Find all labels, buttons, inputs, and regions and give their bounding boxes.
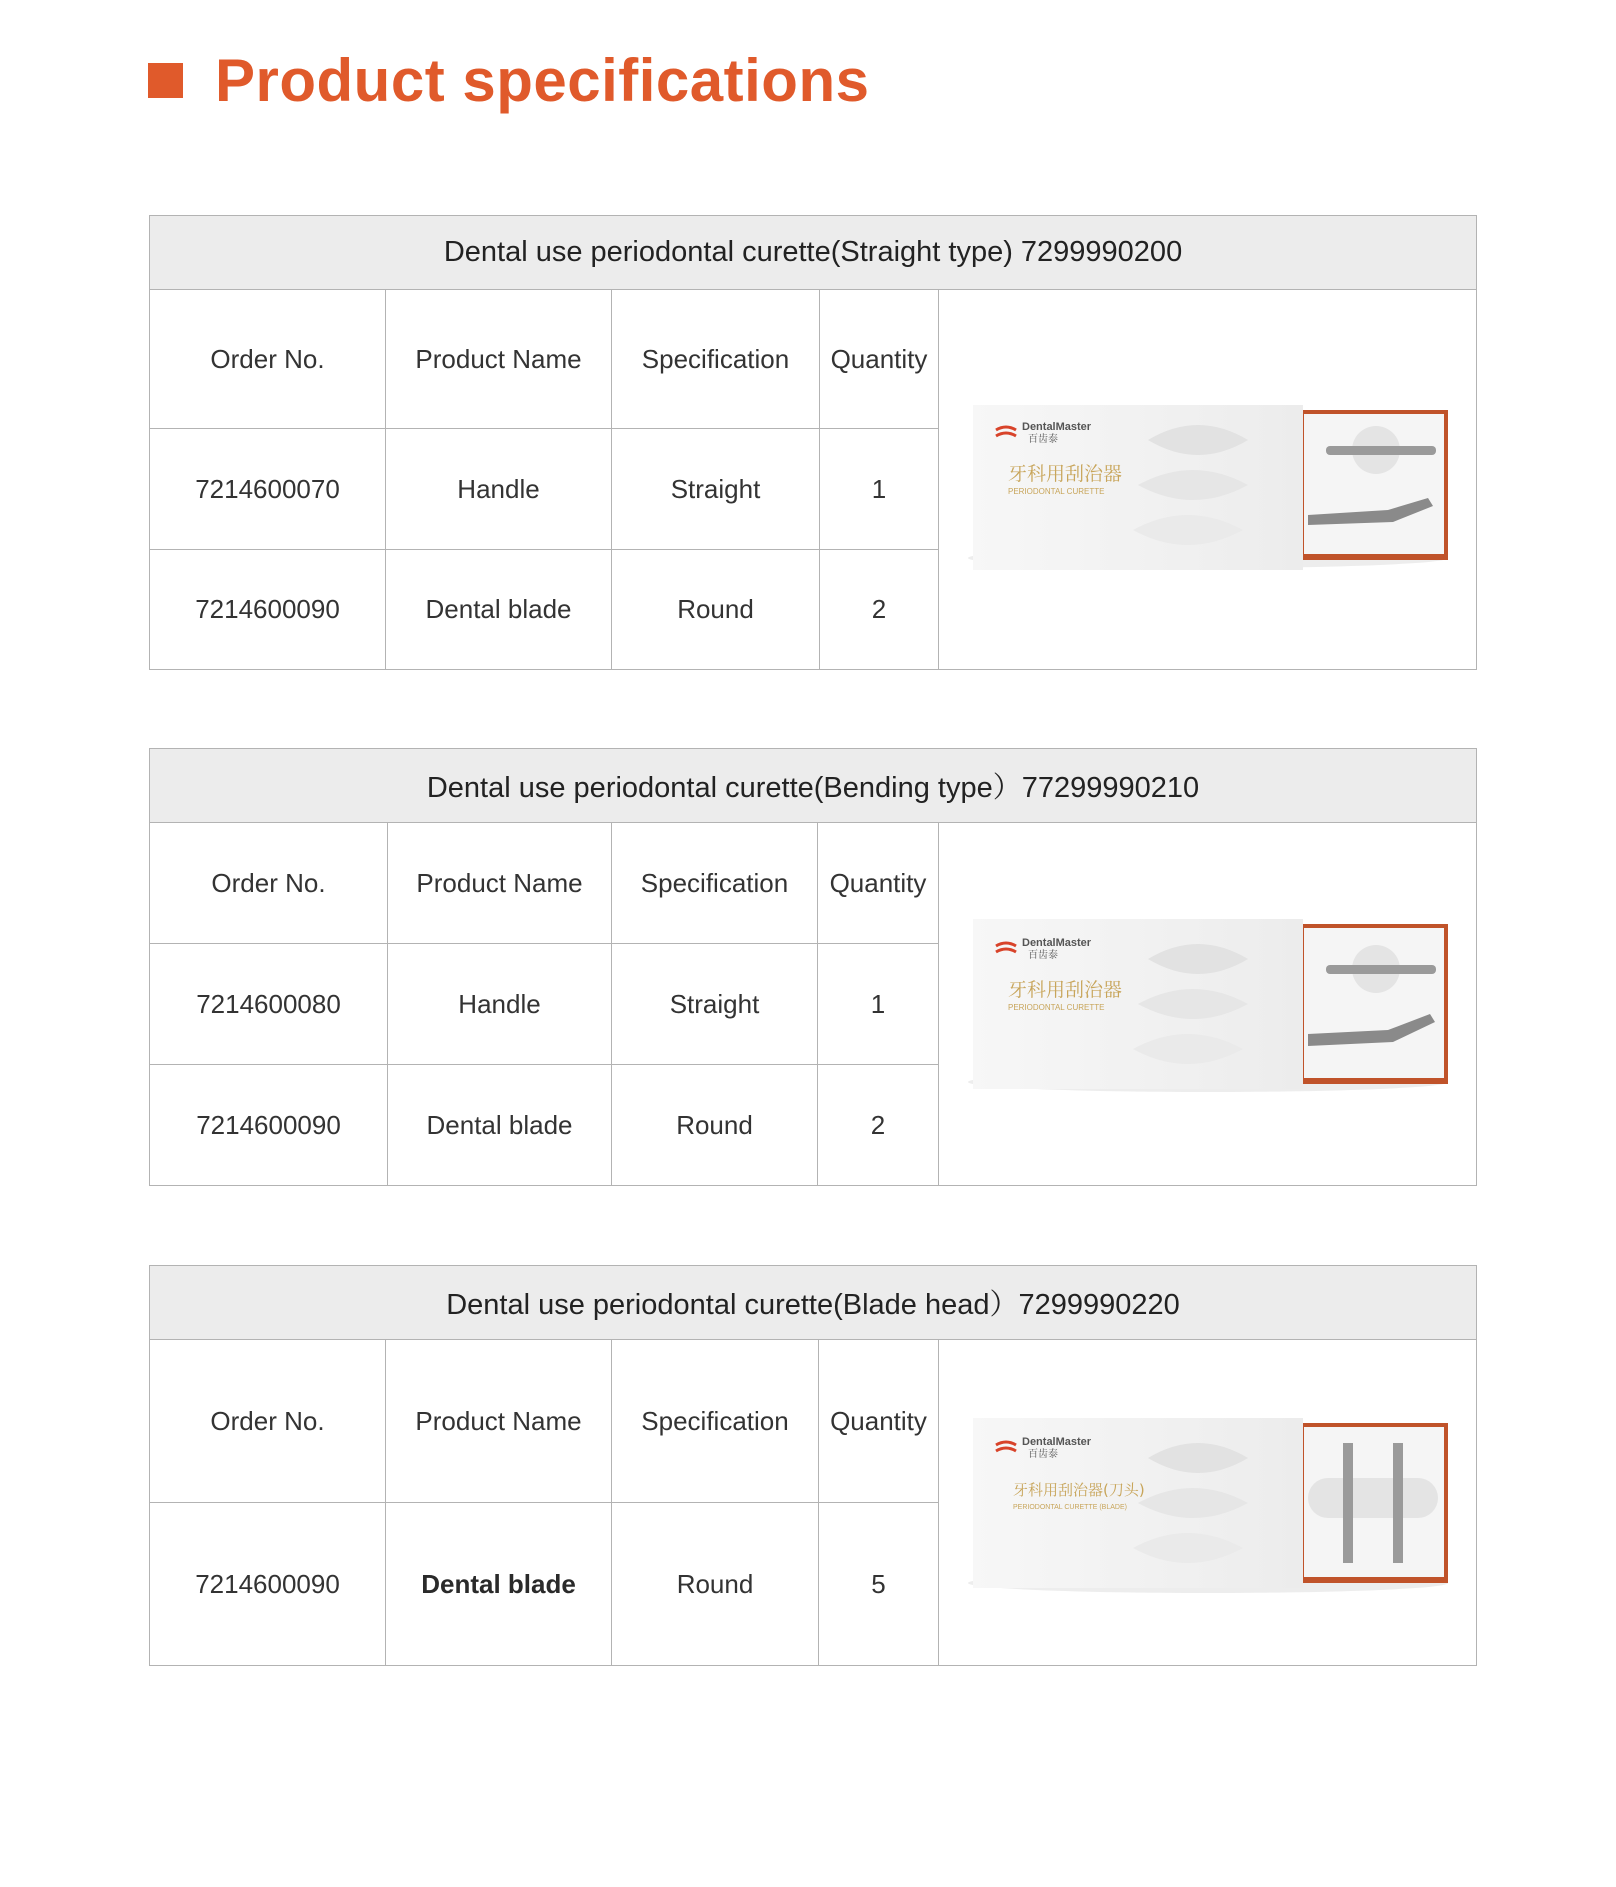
box-name-cn: 牙科用刮治器 bbox=[1007, 979, 1122, 1001]
table-header-row bbox=[150, 823, 1477, 944]
cell-order-no: 7214600090 bbox=[150, 1065, 388, 1186]
product-photo bbox=[939, 1340, 1477, 1666]
box-name-en: PERIODONTAL CURETTE bbox=[1007, 486, 1104, 496]
box-name-cn: 牙科用刮治器 bbox=[1007, 462, 1122, 485]
col-specification: Specification bbox=[612, 290, 820, 429]
box-brand: DentalMaster bbox=[1021, 420, 1091, 433]
cell-order-no: 7214600090 bbox=[150, 550, 386, 670]
page-heading bbox=[148, 46, 869, 115]
cell-specification: Straight bbox=[612, 944, 818, 1065]
product-photo bbox=[939, 290, 1477, 670]
table-header-row bbox=[150, 1340, 1477, 1503]
cell-product-name: Handle bbox=[388, 944, 612, 1065]
col-product-name: Product Name bbox=[386, 290, 612, 429]
product-box-image bbox=[948, 380, 1468, 580]
col-specification: Specification bbox=[612, 1340, 819, 1503]
box-brand: DentalMaster bbox=[1021, 937, 1091, 949]
spec-table-bending bbox=[149, 748, 1477, 1186]
cell-specification: Round bbox=[612, 1065, 818, 1186]
box-name-en: PERIODONTAL CURETTE (BLADE) bbox=[1012, 1503, 1127, 1511]
cell-quantity: 2 bbox=[820, 550, 939, 670]
table-title: Dental use periodontal curette(Bending type）77299990210 bbox=[150, 749, 1477, 823]
cell-specification: Round bbox=[612, 550, 820, 670]
product-box-image bbox=[948, 904, 1468, 1104]
box-brand-cn: 百齿泰 bbox=[1027, 1448, 1058, 1460]
page-title: Product specifications bbox=[215, 47, 870, 114]
table-header-row bbox=[150, 290, 1477, 429]
heading-square-icon bbox=[148, 63, 183, 98]
col-order-no: Order No. bbox=[150, 290, 386, 429]
product-photo bbox=[939, 823, 1477, 1186]
cell-product-name: Handle bbox=[386, 429, 612, 550]
cell-product-name: Dental blade bbox=[386, 1503, 612, 1666]
cell-specification: Straight bbox=[612, 429, 820, 550]
col-order-no: Order No. bbox=[150, 823, 388, 944]
box-name-cn: 牙科用刮治器(刀头) bbox=[1012, 1480, 1145, 1499]
col-quantity: Quantity bbox=[820, 290, 939, 429]
cell-specification: Round bbox=[612, 1503, 819, 1666]
cell-quantity: 2 bbox=[818, 1065, 939, 1186]
col-quantity: Quantity bbox=[819, 1340, 939, 1503]
box-brand: DentalMaster bbox=[1021, 1435, 1091, 1448]
cell-order-no: 7214600080 bbox=[150, 944, 388, 1065]
col-product-name: Product Name bbox=[388, 823, 612, 944]
col-specification: Specification bbox=[612, 823, 818, 944]
cell-product-name: Dental blade bbox=[388, 1065, 612, 1186]
col-order-no: Order No. bbox=[150, 1340, 386, 1503]
table-title: Dental use periodontal curette(Straight type) 7299990200 bbox=[150, 216, 1477, 290]
cell-order-no: 7214600090 bbox=[150, 1503, 386, 1666]
box-name-en: PERIODONTAL CURETTE bbox=[1007, 1003, 1104, 1012]
cell-quantity: 1 bbox=[820, 429, 939, 550]
box-brand-cn: 百齿泰 bbox=[1027, 950, 1058, 961]
cell-product-name: Dental blade bbox=[386, 550, 612, 670]
product-box-image bbox=[948, 1398, 1468, 1608]
cell-quantity: 1 bbox=[818, 944, 939, 1065]
box-brand-cn: 百齿泰 bbox=[1027, 433, 1058, 445]
col-product-name: Product Name bbox=[386, 1340, 612, 1503]
spec-table-blade-head bbox=[149, 1265, 1477, 1666]
cell-quantity: 5 bbox=[819, 1503, 939, 1666]
spec-table-straight bbox=[149, 215, 1477, 670]
col-quantity: Quantity bbox=[818, 823, 939, 944]
cell-order-no: 7214600070 bbox=[150, 429, 386, 550]
table-title: Dental use periodontal curette(Blade head）7299990220 bbox=[150, 1266, 1477, 1340]
